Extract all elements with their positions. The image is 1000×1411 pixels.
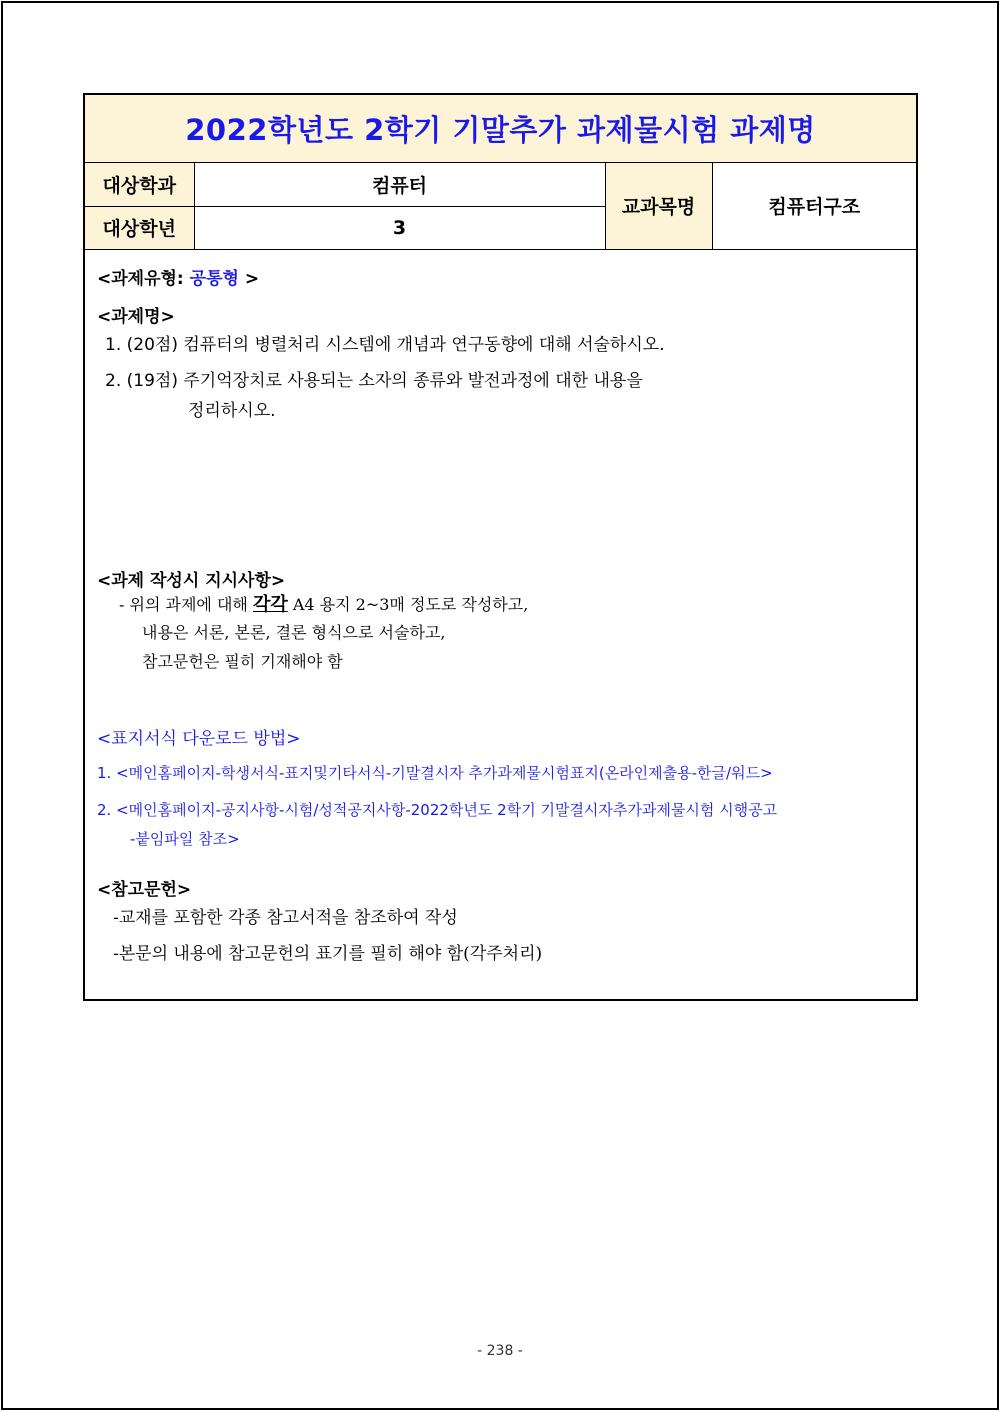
reference-line-1: -교재를 포함한 각종 참고서적을 참조하여 작성 <box>113 907 458 928</box>
task-type-value: 공통형 <box>189 268 239 289</box>
download-item-2-continued: -붙임파일 참조> <box>130 829 240 848</box>
download-item-1: 1. <메인홈페이지-학생서식-표지및기타서식-기말결시자 추가과제물시험표지(온라인제출용-한글/워드> <box>97 763 773 782</box>
grade-label: 대상학년 <box>85 206 194 249</box>
page-number: - 238 - <box>477 1343 523 1359</box>
subject-label: 교과목명 <box>605 163 712 249</box>
reference-line-2: -본문의 내용에 참고문헌의 표기를 필히 해야 함(각주처리) <box>113 943 543 964</box>
assignment-box <box>83 93 918 1001</box>
dept-value: 컴퓨터 <box>194 163 605 206</box>
subject-value: 컴퓨터구조 <box>712 163 916 249</box>
task-type: <과제유형: 공통형 > <box>97 268 260 289</box>
document-title: 2022학년도 2학기 기말추가 과제물시험 과제명 <box>85 95 916 163</box>
question-2: 2. (19점) 주기억장치로 사용되는 소자의 종류와 발전과정에 대한 내용을 <box>105 370 643 391</box>
info-table <box>85 163 916 250</box>
emphasis-each: 각각 <box>252 593 288 615</box>
instruction-line-2: 내용은 서론, 본론, 결론 형식으로 서술하고, <box>142 622 446 642</box>
grade-value: 3 <box>194 206 605 249</box>
question-1: 1. (20점) 컴퓨터의 병렬처리 시스템에 개념과 연구동향에 대해 서술하시오. <box>105 334 665 355</box>
dept-label: 대상학과 <box>85 163 194 206</box>
references-heading: <참고문헌> <box>97 879 192 900</box>
question-2-continued: 정리하시오. <box>188 400 276 421</box>
instruction-line-3: 참고문헌은 필히 기재해야 함 <box>142 651 343 671</box>
task-name-heading: <과제명> <box>97 306 175 327</box>
instructions-heading: <과제 작성시 지시사항> <box>97 570 286 591</box>
instruction-line-1: - 위의 과제에 대해 각각 A4 용지 2~3매 정도로 작성하고, <box>119 593 529 615</box>
download-heading: <표지서식 다운로드 방법> <box>97 728 301 749</box>
download-item-2: 2. <메인홈페이지-공지사항-시험/성적공지사항-2022학년도 2학기 기말결시자추가과제물시험 시행공고 <box>97 800 778 819</box>
